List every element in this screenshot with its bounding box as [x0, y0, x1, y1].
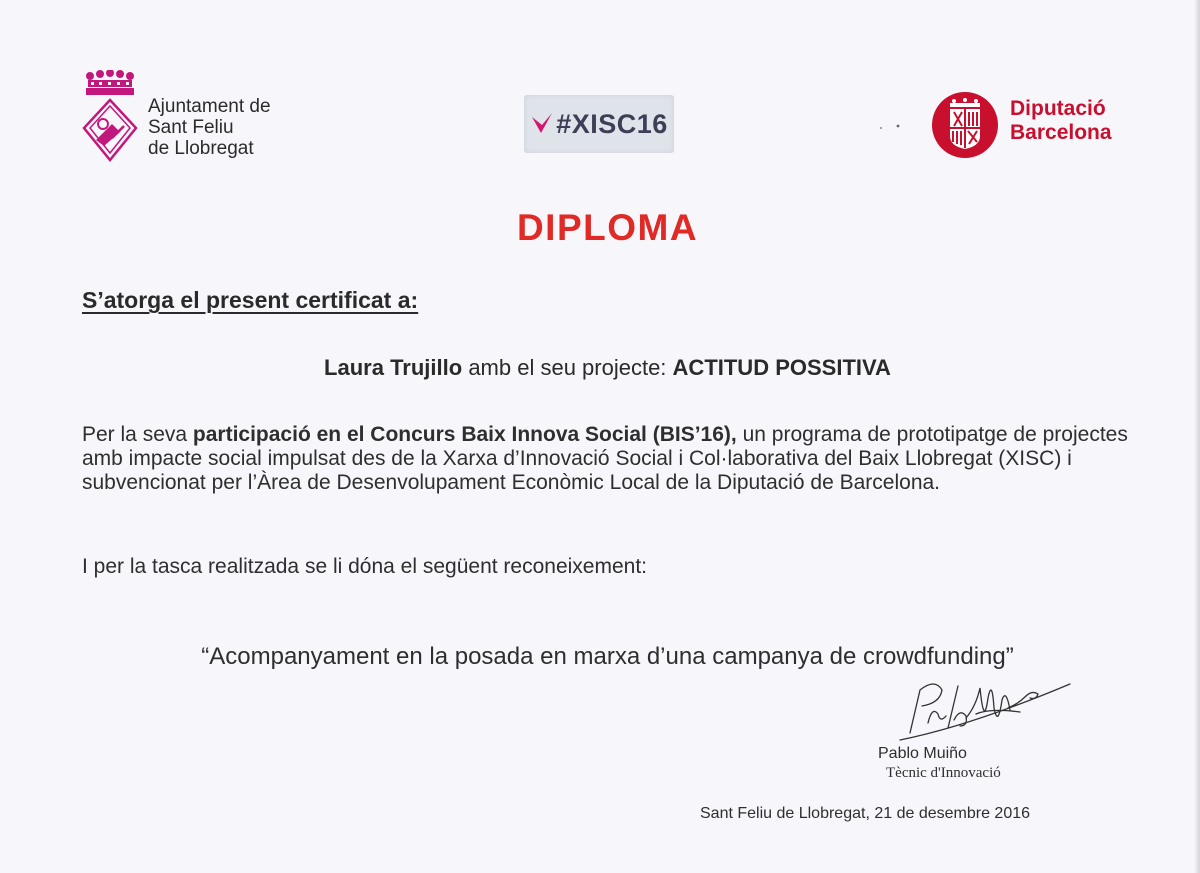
diputacio-logo — [932, 92, 1162, 162]
body-bold: participació en el Concurs Baix Innova Social (BIS’16), — [192, 423, 737, 446]
hashtag-text: #XISC16 — [556, 108, 668, 139]
place-date: Sant Feliu de Llobregat, 21 de desembre 2016 — [700, 805, 1031, 822]
ajuntament-logo — [82, 70, 312, 165]
ajuntament-line-2: Sant Feliu — [148, 117, 234, 138]
crown-icon — [82, 70, 138, 96]
ajuntament-line-1: Ajuntament de — [148, 96, 271, 117]
recipient-name: Laura Trujillo — [324, 355, 463, 380]
signer-role: Tècnic d'Innovació — [886, 765, 1001, 781]
ajuntament-line-3: de Llobregat — [148, 138, 254, 159]
body-rest: un programa de prototipatge de projectes amb impacte social impulsat des de la Xarxa d’Innovació Social i Col·laborativa del Baix Llobregat (XISC) i subvencionat per l’Àrea de Desenvolupament Econòmic Local de la Diputació de Barcelona. — [82, 423, 1128, 494]
recognition-quote: “Acompanyament en la posada en marxa d’una campanya de crowdfunding” — [201, 643, 1014, 670]
diputacio-line-2: Barcelona — [1010, 121, 1112, 144]
recognition-intro: I per la tasca realitzada se li dóna el següent reconeixement: — [82, 555, 648, 578]
diputacio-line-1: Diputació — [1010, 97, 1106, 120]
grant-line: S’atorga el present certificat a: — [82, 287, 419, 313]
project-name: ACTITUD POSSITIVA — [672, 355, 891, 380]
handwritten-signature-icon — [880, 668, 1080, 748]
diputacio-emblem-icon — [932, 92, 998, 158]
body-paragraph — [82, 423, 1142, 495]
body-prefix: Per la seva — [82, 423, 188, 446]
diputacio-name — [1010, 97, 1112, 145]
scan-edge — [1194, 0, 1200, 873]
stray-ink-marks — [878, 123, 902, 131]
page-title: DIPLOMA — [516, 207, 699, 248]
recipient-line — [0, 355, 1200, 381]
recipient-connector: amb el seu projecte: — [468, 355, 667, 380]
signer-name: Pablo Muiño — [878, 745, 967, 762]
checkmark-icon — [530, 111, 554, 137]
xisc-hashtag-badge — [524, 95, 674, 153]
ajuntament-name — [148, 96, 271, 159]
shield-icon — [82, 98, 138, 162]
